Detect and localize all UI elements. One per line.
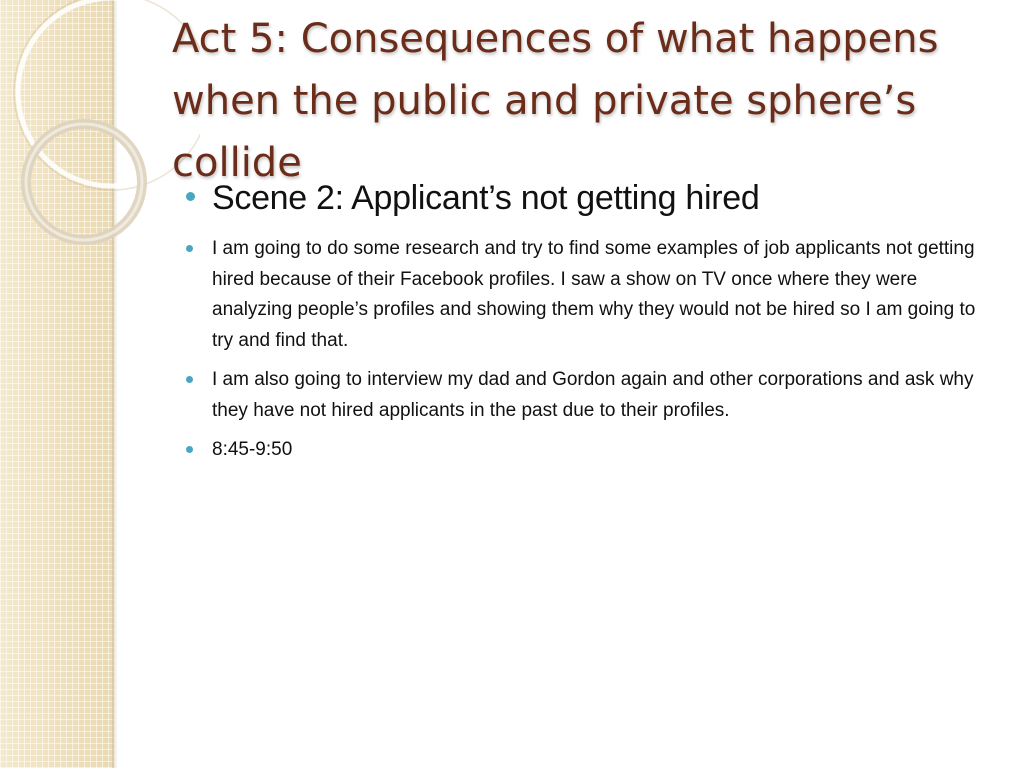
bullet-icon (186, 245, 193, 252)
bullet-text: 8:45-9:50 (212, 439, 293, 460)
bullet-list (184, 176, 994, 475)
list-item (184, 234, 994, 356)
list-item (184, 365, 994, 426)
decorative-rings (0, 0, 200, 260)
bullet-text: Scene 2: Applicant’s not getting hired (212, 179, 760, 217)
list-item (184, 435, 994, 466)
bullet-text: I am also going to interview my dad and Gordon again and other corporations and ask why they have not hired applicants in the past due to their profiles. (212, 369, 974, 421)
slide-title: Act 5: Consequences of what happens when the public and private sphere’s collide (172, 16, 939, 186)
bullet-icon (186, 376, 193, 383)
bullet-text: I am going to do some research and try to find some examples of job applicants not getting hired because of their Facebook profiles. I saw a show on TV once where they were analyzing people’s profiles and showing them why they would not be hired so I am going to try and find that. (212, 238, 976, 351)
list-item (184, 176, 994, 220)
bullet-icon (186, 192, 195, 201)
bullet-icon (186, 446, 193, 453)
